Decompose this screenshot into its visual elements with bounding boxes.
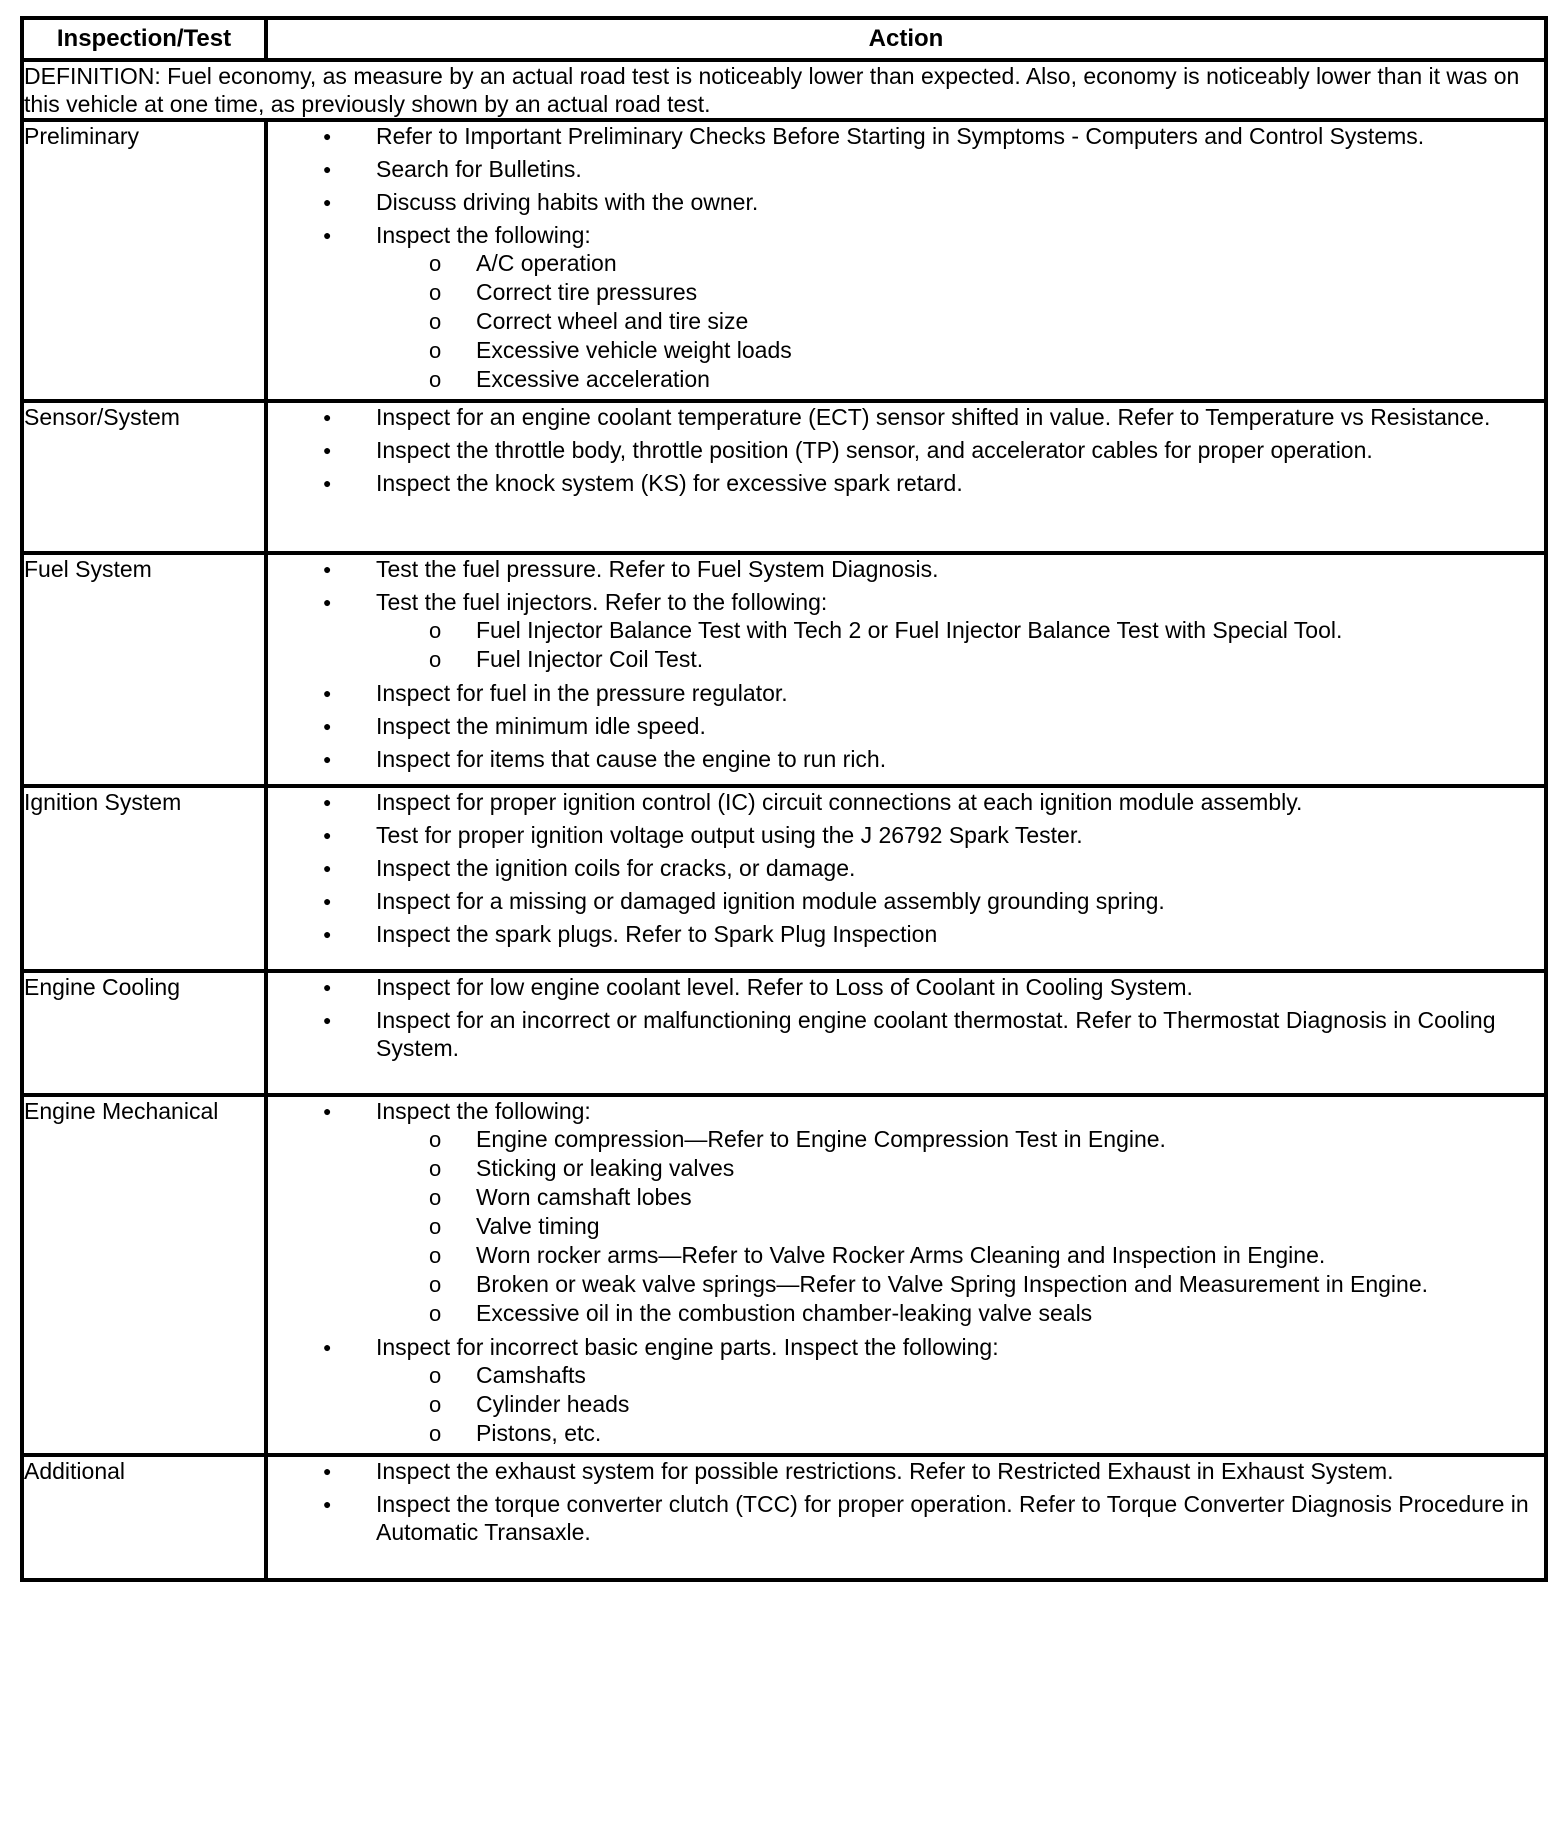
section-actions: [266, 401, 1546, 553]
section-name: Engine Cooling: [22, 971, 266, 1095]
section-name: Ignition System: [22, 786, 266, 971]
action-item-text: Inspect the following:: [376, 1098, 591, 1124]
action-item: [268, 887, 1544, 915]
action-item-text: Inspect the spark plugs. Refer to Spark Plug Inspection: [376, 921, 938, 947]
section-row: [22, 401, 1546, 553]
sub-action-item: o Pistons, etc.: [268, 1419, 1544, 1448]
action-item-text: Inspect the ignition coils for cracks, or damage.: [376, 855, 856, 881]
sub-action-item: o Sticking or leaking valves: [268, 1154, 1544, 1183]
action-item-text: Inspect for low engine coolant level. Refer to Loss of Coolant in Cooling System.: [376, 974, 1193, 1000]
section-row: [22, 971, 1546, 1095]
section-actions: [266, 1095, 1546, 1455]
sub-action-item: o Correct tire pressures: [268, 278, 1544, 307]
sub-action-item: o Worn rocker arms—Refer to Valve Rocker Arms Cleaning and Inspection in Engine.: [268, 1241, 1544, 1270]
action-item-text: Inspect the following:: [376, 222, 591, 248]
action-item: [268, 122, 1544, 150]
action-item: [268, 221, 1544, 394]
action-item-text: Inspect for an engine coolant temperature (ECT) sensor shifted in value. Refer to Temperature vs Resistance.: [376, 404, 1491, 430]
action-list: [268, 788, 1544, 948]
action-item: [268, 1006, 1544, 1062]
section-name: Additional: [22, 1455, 266, 1580]
sub-action-item: o Worn camshaft lobes: [268, 1183, 1544, 1212]
sub-action-item: o Fuel Injector Coil Test.: [268, 645, 1544, 674]
action-item: [268, 712, 1544, 740]
section-row: [22, 1455, 1546, 1580]
action-item: [268, 920, 1544, 948]
action-item-text: Inspect the minimum idle speed.: [376, 713, 706, 739]
action-item-text: Test the fuel pressure. Refer to Fuel System Diagnosis.: [376, 556, 939, 582]
action-item: [268, 155, 1544, 183]
action-item: [268, 679, 1544, 707]
sub-action-list: [268, 1361, 1544, 1448]
action-item: [268, 788, 1544, 816]
action-item: [268, 854, 1544, 882]
action-item: [268, 821, 1544, 849]
section-actions: [266, 553, 1546, 786]
section-name: Sensor/System: [22, 401, 266, 553]
action-item-text: Refer to Important Preliminary Checks Before Starting in Symptoms - Computers and Control Systems.: [376, 123, 1425, 149]
header-inspection-test: Inspection/Test: [22, 18, 266, 60]
action-item: [268, 1490, 1544, 1546]
action-item: [268, 1333, 1544, 1448]
action-item: [268, 469, 1544, 497]
action-list: [268, 1097, 1544, 1448]
action-item: [268, 588, 1544, 674]
section-name: Preliminary: [22, 120, 266, 401]
section-name: Engine Mechanical: [22, 1095, 266, 1455]
sub-action-item: o Excessive acceleration: [268, 365, 1544, 394]
definition-text: DEFINITION: Fuel economy, as measure by an actual road test is noticeably lower than expected. Also, economy is noticeably lower than it was on this vehicle at one time, as previously shown by an actual road test.: [22, 60, 1546, 120]
sub-action-item: o Engine compression—Refer to Engine Compression Test in Engine.: [268, 1125, 1544, 1154]
sub-action-item: o A/C operation: [268, 249, 1544, 278]
section-actions: [266, 1455, 1546, 1580]
section-row: [22, 553, 1546, 786]
sub-action-item: o Excessive vehicle weight loads: [268, 336, 1544, 365]
sub-action-list: [268, 616, 1544, 674]
sub-action-item: o Excessive oil in the combustion chamber-leaking valve seals: [268, 1299, 1544, 1328]
action-item-text: Inspect the throttle body, throttle position (TP) sensor, and accelerator cables for proper operation.: [376, 437, 1373, 463]
action-item: [268, 403, 1544, 431]
action-item-text: Test the fuel injectors. Refer to the following:: [376, 589, 828, 615]
header-action: Action: [266, 18, 1546, 60]
action-list: [268, 973, 1544, 1062]
action-item: [268, 973, 1544, 1001]
sub-action-item: o Correct wheel and tire size: [268, 307, 1544, 336]
section-row: [22, 120, 1546, 401]
action-list: [268, 403, 1544, 497]
action-item: [268, 436, 1544, 464]
action-item-text: Inspect for fuel in the pressure regulator.: [376, 680, 788, 706]
action-item: [268, 1457, 1544, 1485]
section-row: [22, 1095, 1546, 1455]
action-list: [268, 555, 1544, 773]
action-item-text: Inspect the exhaust system for possible restrictions. Refer to Restricted Exhaust in Exhaust System.: [376, 1458, 1394, 1484]
section-actions: [266, 120, 1546, 401]
header-row: [22, 18, 1546, 60]
sub-action-item: o Valve timing: [268, 1212, 1544, 1241]
action-item-text: Inspect for incorrect basic engine parts. Inspect the following:: [376, 1334, 999, 1360]
action-item-text: Inspect the knock system (KS) for excessive spark retard.: [376, 470, 963, 496]
sub-action-item: o Fuel Injector Balance Test with Tech 2 or Fuel Injector Balance Test with Special Tool.: [268, 616, 1544, 645]
action-list: [268, 1457, 1544, 1546]
sub-action-list: [268, 249, 1544, 394]
sub-action-item: o Broken or weak valve springs—Refer to Valve Spring Inspection and Measurement in Engine.: [268, 1270, 1544, 1299]
action-item: [268, 1097, 1544, 1328]
action-item-text: Inspect for proper ignition control (IC) circuit connections at each ignition module assembly.: [376, 789, 1303, 815]
action-item-text: Inspect for a missing or damaged ignition module assembly grounding spring.: [376, 888, 1165, 914]
definition-row: [22, 60, 1546, 120]
action-item: [268, 745, 1544, 773]
section-actions: [266, 971, 1546, 1095]
action-item: [268, 188, 1544, 216]
action-item-text: Discuss driving habits with the owner.: [376, 189, 759, 215]
action-item-text: Inspect for items that cause the engine to run rich.: [376, 746, 887, 772]
section-row: [22, 786, 1546, 971]
action-item-text: Search for Bulletins.: [376, 156, 582, 182]
section-name: Fuel System: [22, 553, 266, 786]
action-item-text: Inspect for an incorrect or malfunctioning engine coolant thermostat. Refer to Thermostat Diagnosis in Cooling System.: [376, 1007, 1496, 1061]
sub-action-list: [268, 1125, 1544, 1328]
section-actions: [266, 786, 1546, 971]
action-item: [268, 555, 1544, 583]
sub-action-item: o Camshafts: [268, 1361, 1544, 1390]
sub-action-item: o Cylinder heads: [268, 1390, 1544, 1419]
diagnostic-table: [20, 16, 1548, 1582]
action-item-text: Inspect the torque converter clutch (TCC) for proper operation. Refer to Torque Converter Diagnosis Procedure in Automatic Transaxle.: [376, 1491, 1529, 1545]
action-list: [268, 122, 1544, 394]
action-item-text: Test for proper ignition voltage output using the J 26792 Spark Tester.: [376, 822, 1083, 848]
